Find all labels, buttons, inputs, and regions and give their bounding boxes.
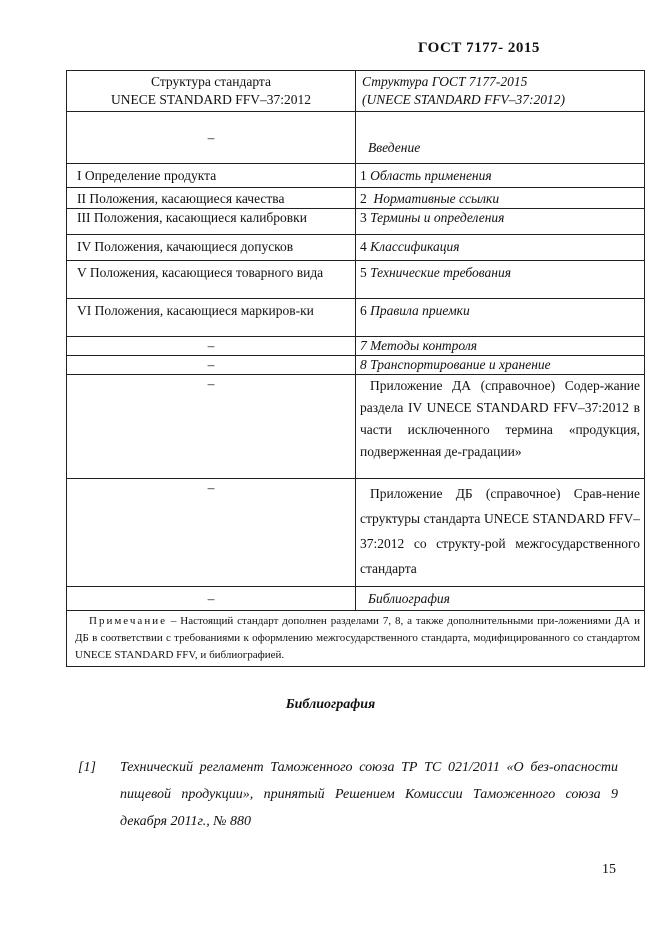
header-cell-source (67, 71, 356, 112)
row-right-cell: Приложение ДБ (справочное) Срав-нение структуры стандарта UNECE STANDARD FFV–37:2012 со структу-рой межгосударственного стандарта (356, 479, 645, 587)
table-row (67, 235, 645, 261)
row-right-cell (356, 209, 645, 235)
table-row (67, 299, 645, 337)
row-right-cell: Приложение ДА (справочное) Содер-жание раздела IV UNECE STANDARD FFV–37:2012 в части исключенного термина «продукция, подверженная де-градации» (356, 375, 645, 479)
row-left-cell: – (67, 479, 356, 587)
note-text: – Настоящий стандарт дополнен разделами 7, 8, а также дополнительными при-ложениями ДА и ДБ в соответствии с требованиями к оформлению межгосударственного стандарта, модифицированного со стандартом UNECE STANDARD FFV, и библиографией. (75, 615, 640, 661)
table-note (67, 611, 645, 667)
table-row (67, 261, 645, 299)
section-title: Классификация (370, 239, 460, 254)
table-row (67, 188, 645, 209)
header-source-line2: UNECE STANDARD FFV–37:2012 (111, 92, 311, 107)
row-left-cell: – (67, 587, 356, 611)
row-left-cell: I Определение продукта (67, 164, 356, 188)
section-number: 3 (360, 210, 367, 225)
bibliography-title: Библиография (285, 697, 376, 712)
bibliography-entry (78, 754, 618, 835)
section-title: Термины и определения (370, 210, 505, 225)
section-number: 4 (360, 239, 367, 254)
row-right-cell (356, 235, 645, 261)
header-target-line2: (UNECE STANDARD FFV–37:2012) (362, 92, 565, 107)
row-right-cell (356, 299, 645, 337)
header-target-line1: Структура ГОСТ 7177-2015 (362, 74, 528, 89)
table-row (67, 587, 645, 611)
section-title: Технические требования (370, 265, 511, 280)
section-title: Область применения (370, 168, 492, 183)
section-title: Нормативные ссылки (373, 191, 500, 206)
row-right-cell: Введение (356, 112, 645, 164)
header-source-line1: Структура стандарта (151, 74, 271, 89)
reference-number: [1] (78, 760, 96, 775)
row-left-cell: V Положения, касающиеся товарного вида (67, 261, 356, 299)
row-right-cell: 7 Методы контроля (356, 337, 645, 356)
row-left-cell: VI Положения, касающиеся маркиров-ки (67, 299, 356, 337)
row-left-cell: IV Положения, качающиеся допусков (67, 235, 356, 261)
row-left-cell: – (67, 375, 356, 479)
section-number: 5 (360, 265, 367, 280)
page-number: 15 (602, 862, 616, 877)
row-left-cell: II Положения, касающиеся качества (67, 188, 356, 209)
row-left-cell: III Положения, касающиеся калибровки (67, 209, 356, 235)
section-number: 2 (360, 191, 367, 206)
structure-comparison-table (66, 70, 645, 667)
row-right-cell (356, 261, 645, 299)
row-right-cell (356, 164, 645, 188)
row-right-cell (356, 188, 645, 209)
document-code: ГОСТ 7177- 2015 (418, 40, 540, 56)
header-cell-target (356, 71, 645, 112)
row-right-cell: 8 Транспортирование и хранение (356, 356, 645, 375)
section-title: Правила приемки (370, 303, 470, 318)
table-header-row (67, 71, 645, 112)
table-row (67, 375, 645, 479)
note-label: Примечание (89, 615, 167, 627)
table-row (67, 356, 645, 375)
row-left-cell: – (67, 112, 356, 164)
table-row (67, 209, 645, 235)
table-row (67, 337, 645, 356)
row-right-cell: Библиография (356, 587, 645, 611)
reference-text: Технический регламент Таможенного союза ТР ТС 021/2011 «О без-опасности пищевой продукции», принятый Решением Комиссии Таможенного союза 9 декабря 2011г., № 880 (120, 760, 618, 829)
section-number: 6 (360, 303, 367, 318)
table-row (67, 479, 645, 587)
table-note-row (67, 611, 645, 667)
row-left-cell: – (67, 356, 356, 375)
row-left-cell: – (67, 337, 356, 356)
table-row (67, 164, 645, 188)
table-row (67, 112, 645, 164)
section-number: 1 (360, 168, 367, 183)
